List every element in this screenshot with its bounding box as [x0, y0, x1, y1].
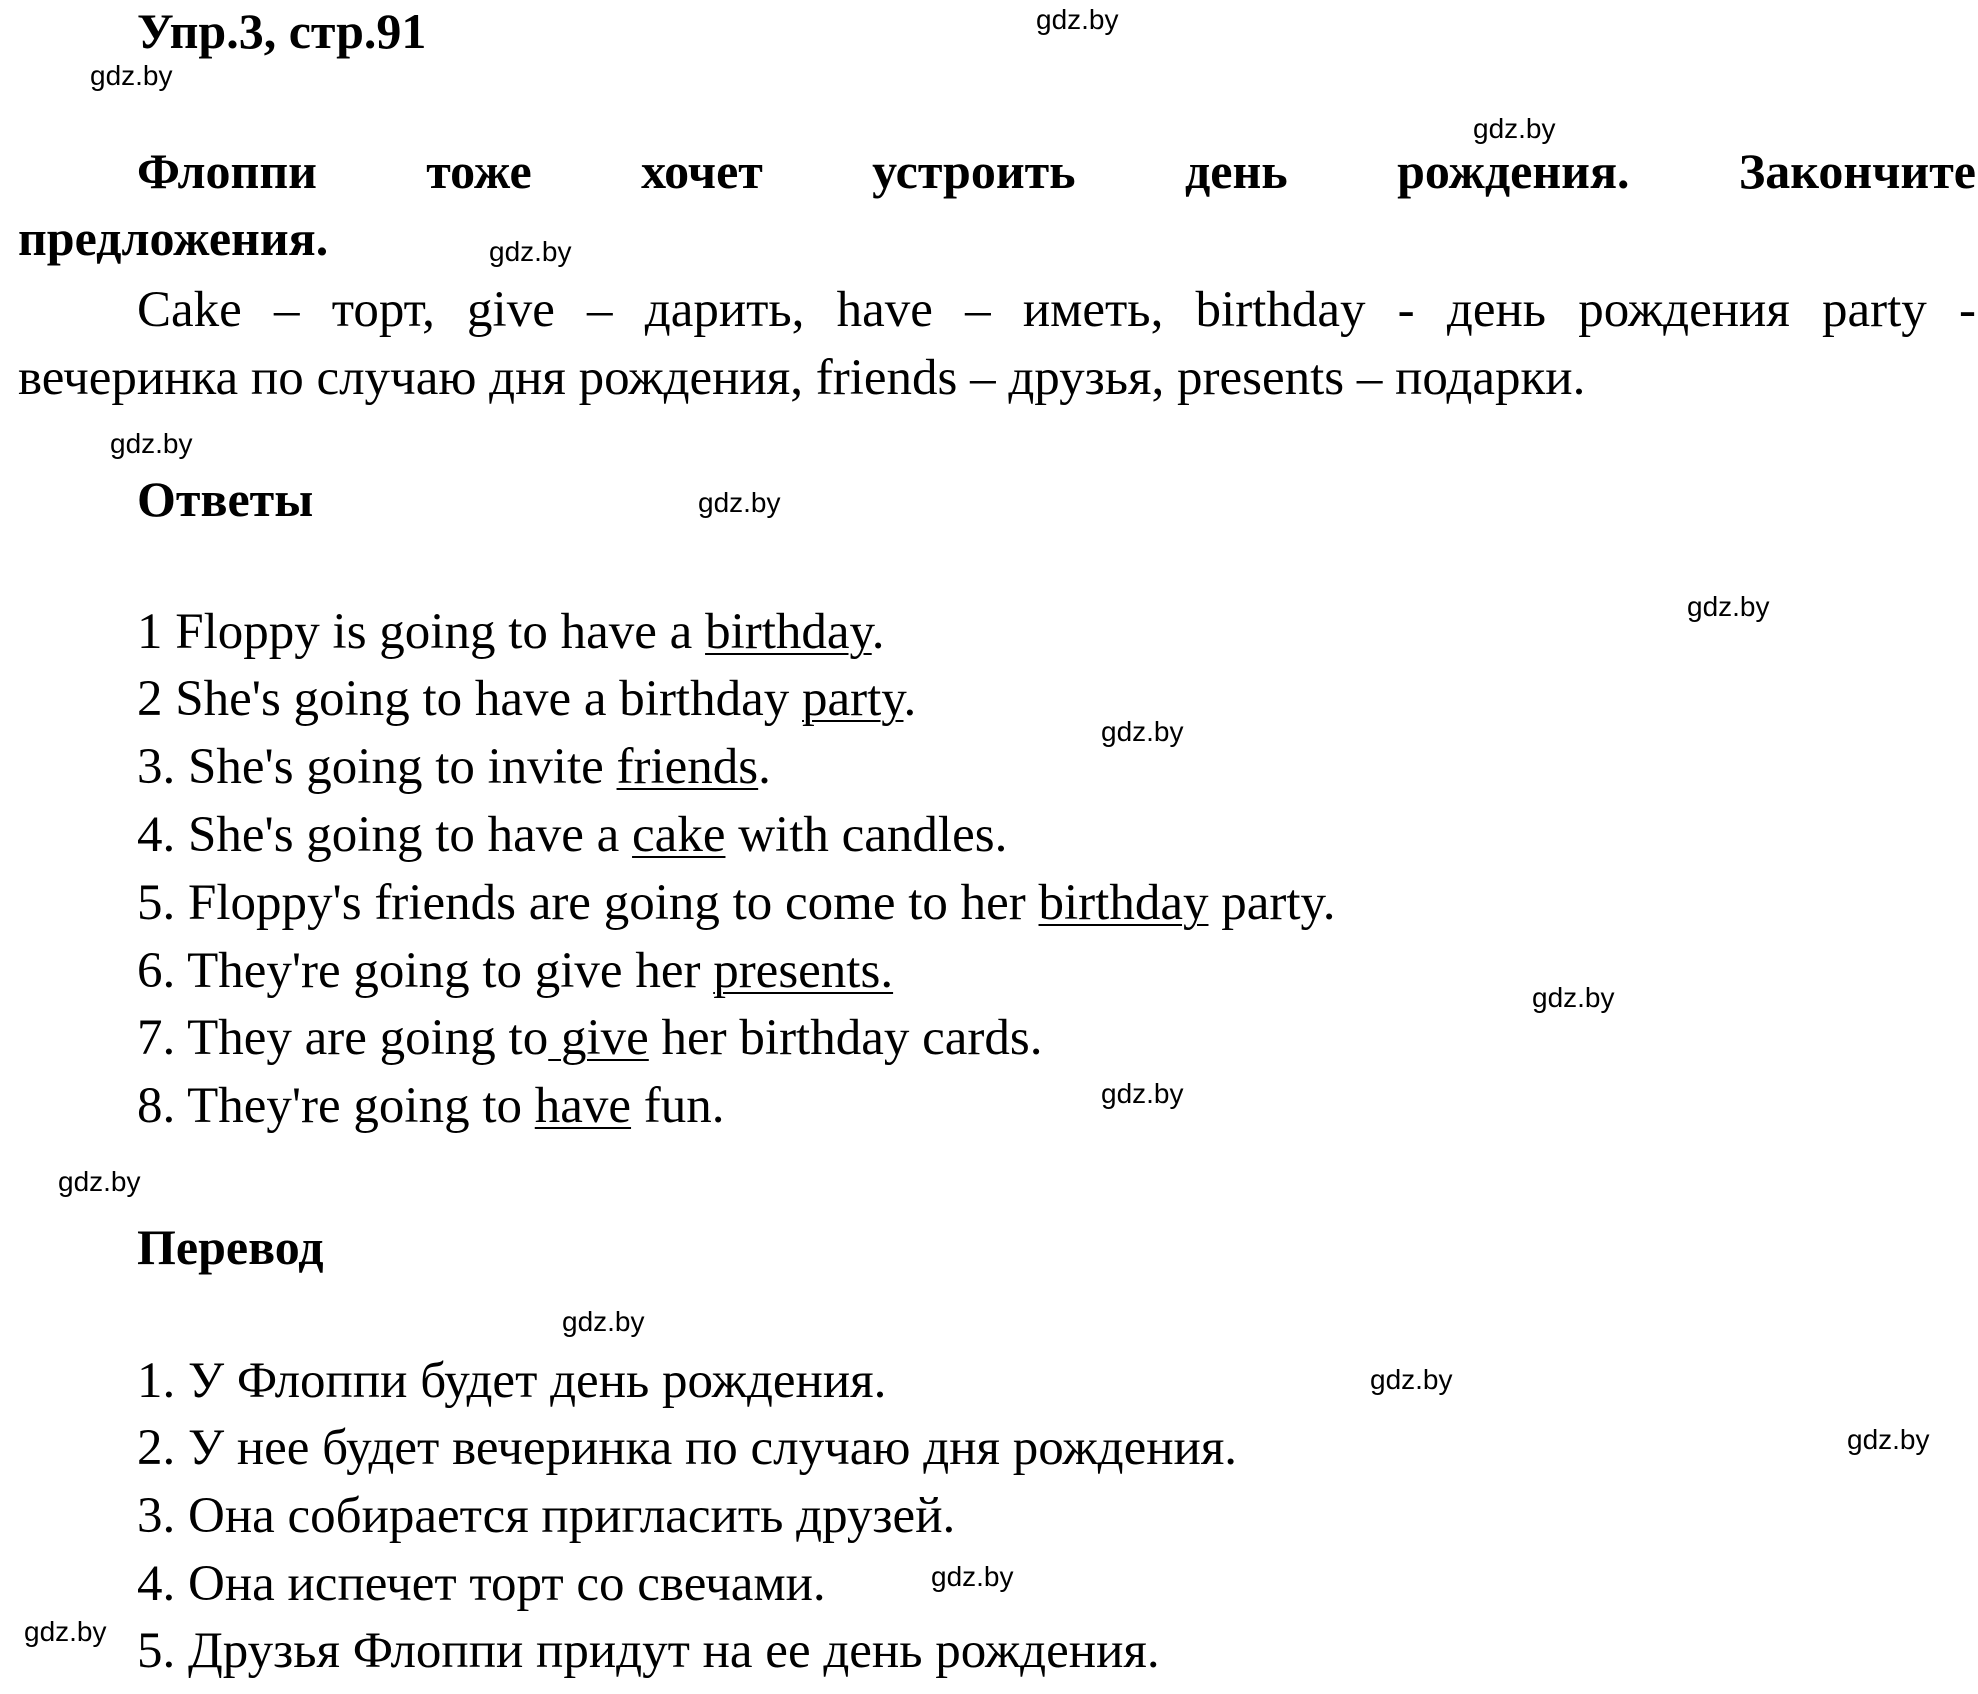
watermark: gdz.by	[1101, 716, 1184, 747]
translation-line-2: 2. У нее будет вечеринка по случаю дня рождения.	[137, 1420, 1238, 1476]
watermark: gdz.by	[489, 236, 572, 267]
answer-line-3: 3. She's going to invite friends.	[137, 739, 771, 795]
vocab-line-2: вечеринка по случаю дня рождения, friends – друзья, presents – подарки.	[18, 350, 1586, 406]
translation-line-3: 3. Она собирается пригласить друзей.	[137, 1488, 956, 1544]
watermark: gdz.by	[90, 60, 173, 91]
answer-line-1: 1 Floppy is going to have a birthday.	[137, 604, 885, 660]
translation-line-4: 4. Она испечет торт со свечами.	[137, 1556, 826, 1612]
watermark: gdz.by	[1370, 1364, 1453, 1395]
watermark: gdz.by	[1101, 1078, 1184, 1109]
translation-line-5: 5. Друзья Флоппи придут на ее день рождения.	[137, 1623, 1160, 1679]
watermark: gdz.by	[110, 428, 193, 459]
answer-line-7: 7. They are going to give her birthday cards.	[137, 1010, 1043, 1066]
answer-line-4: 4. She's going to have a cake with candles.	[137, 807, 1008, 863]
watermark: gdz.by	[562, 1306, 645, 1337]
answer-line-8: 8. They're going to have fun.	[137, 1078, 725, 1134]
answer-line-5: 5. Floppy's friends are going to come to her birthday party.	[137, 875, 1336, 931]
task-instruction	[18, 138, 1976, 272]
vocab-line-1: Cake – торт, give – дарить, have – иметь, birthday - день рождения party -	[137, 282, 1976, 338]
watermark: gdz.by	[931, 1561, 1014, 1592]
watermark: gdz.by	[698, 487, 781, 518]
task-line-1: Флоппи тоже хочет устроить день рождения. Закончите	[137, 143, 1976, 199]
answer-line-6: 6. They're going to give her presents.	[137, 943, 894, 999]
answers-heading: Ответы	[137, 471, 314, 527]
watermark: gdz.by	[1687, 591, 1770, 622]
task-line-2: предложения.	[18, 210, 329, 266]
watermark: gdz.by	[1473, 113, 1556, 144]
watermark: gdz.by	[24, 1616, 107, 1647]
watermark: gdz.by	[58, 1166, 141, 1197]
answer-line-2: 2 She's going to have a birthday party.	[137, 671, 917, 727]
page-title: Упр.3, стр.91	[137, 3, 427, 59]
watermark: gdz.by	[1532, 982, 1615, 1013]
watermark: gdz.by	[1036, 4, 1119, 35]
translation-line-1: 1. У Флоппи будет день рождения.	[137, 1353, 887, 1409]
vocabulary-list	[18, 276, 1976, 412]
translation-heading: Перевод	[137, 1219, 324, 1275]
watermark: gdz.by	[1847, 1424, 1930, 1455]
